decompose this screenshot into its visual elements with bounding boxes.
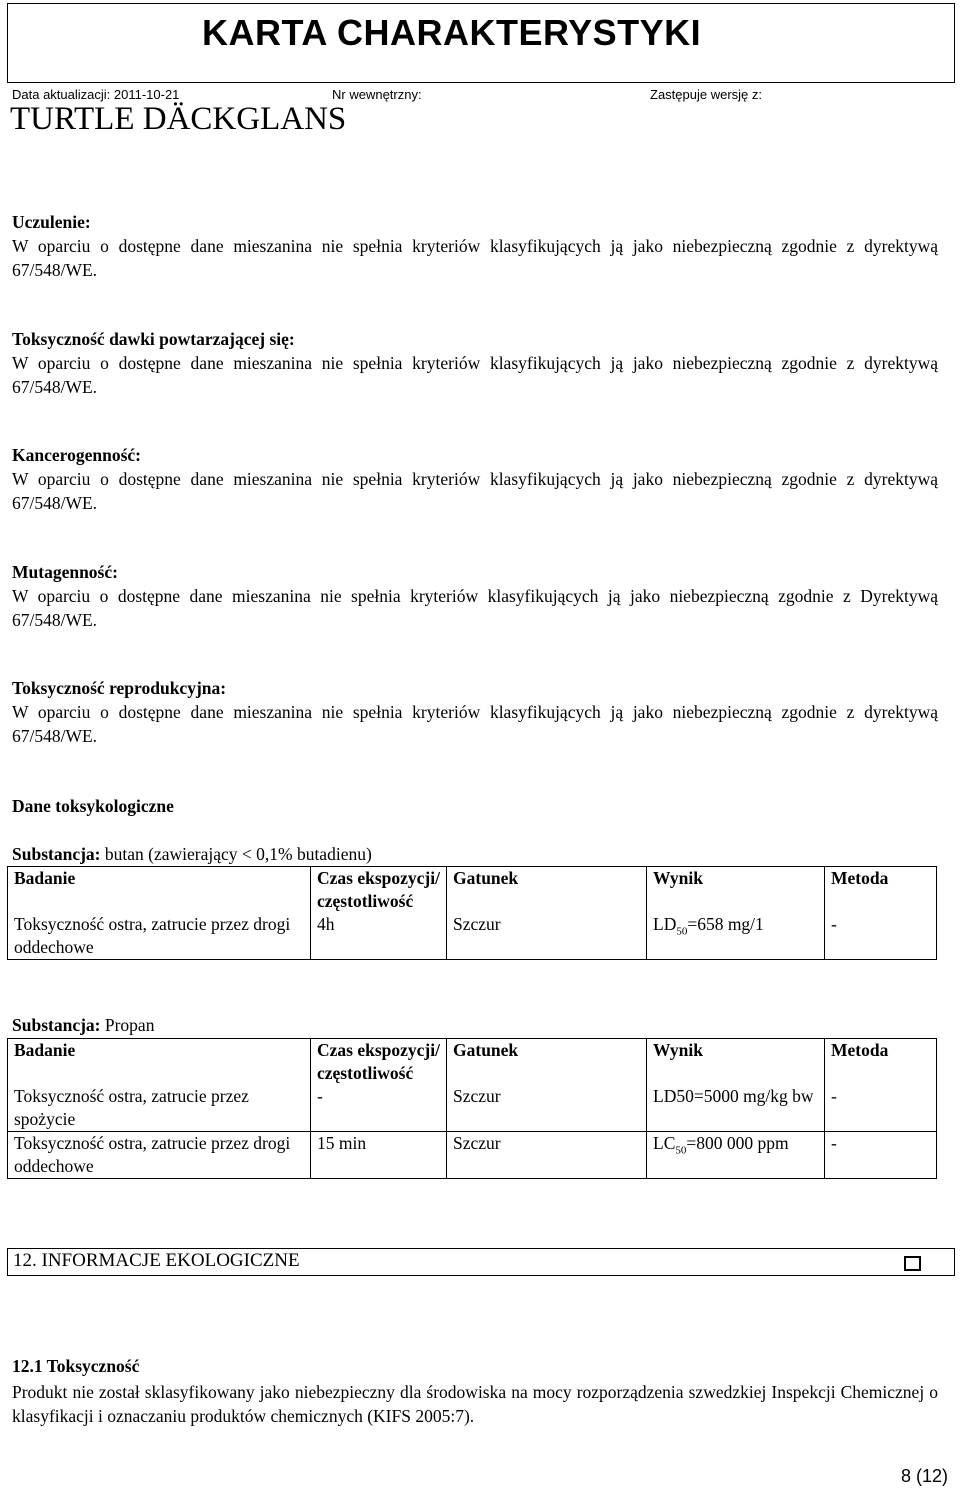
section-text: W oparciu o dostępne dane mieszanina nie spełnia kryteriów klasyfikujących ją jako niebezpieczną zgodnie z dyrektywą 67/548/WE.	[12, 353, 938, 397]
cell-exposure: -	[311, 1085, 447, 1132]
internal-number: Nr wewnętrzny:	[332, 87, 422, 102]
tox-table-propane	[7, 1038, 937, 1179]
tox-data-heading: Dane toksykologiczne	[12, 796, 174, 816]
substance-2-line	[12, 1015, 154, 1036]
cell-result: $LD_{50}=658$ mg/1	[647, 913, 825, 960]
substance-1-name: butan (zawierający < 0,1% butadienu)	[104, 844, 372, 864]
cell-method: -	[825, 1132, 937, 1179]
update-date: Data aktualizacji: 2011-10-21	[12, 87, 180, 102]
section-text: W oparciu o dostępne dane mieszanina nie spełnia kryteriów klasyfikujących ją jako niebezpieczną zgodnie z Dyrektywą 67/548/WE.	[12, 586, 938, 630]
section-heading: Uczulenie:	[12, 212, 91, 232]
section-reproductive-toxicity	[12, 676, 938, 748]
eco-text: Produkt nie został sklasyfikowany jako niebezpieczny dla środowiska na mocy rozporządzenia szwedzkiej Inspekcji Chemicznej o klasyfikacji i oznaczaniu produktów chemicznych (KIFS 2005:7).	[12, 1382, 938, 1426]
section-text: W oparciu o dostępne dane mieszanina nie spełnia kryteriów klasyfikujących ją jako niebezpieczną zgodnie z dyrektywą 67/548/WE.	[12, 469, 938, 513]
cell-exposure: 15 min	[311, 1132, 447, 1179]
document-title: KARTA CHARAKTERYSTYKI	[202, 12, 702, 53]
header-exposure: Czas ekspozycji/ częstotliwość	[311, 1039, 447, 1086]
section-carcinogenicity	[12, 443, 938, 515]
header-species: Gatunek	[447, 867, 647, 914]
cell-species: Szczur	[447, 913, 647, 960]
section-repeated-dose-toxicity	[12, 327, 938, 399]
substance-label: Substancja:	[12, 844, 101, 864]
section-mutagenicity	[12, 560, 938, 632]
eco-section-bar	[7, 1248, 955, 1276]
table-row	[8, 1132, 937, 1179]
cell-test: Toksyczność ostra, zatrucie przez spożycie	[8, 1085, 311, 1132]
section-heading: Mutagenność:	[12, 562, 118, 582]
cell-result: LD50=5000 mg/kg bw	[647, 1085, 825, 1132]
header-result: Wynik	[647, 867, 825, 914]
checkbox-icon	[904, 1256, 921, 1271]
table-header-row	[8, 867, 937, 914]
header-test: Badanie	[8, 867, 311, 914]
cell-result: $LC_{50}=800$ 000 ppm	[647, 1132, 825, 1179]
header-exposure: Czas ekspozycji/ częstotliwość	[311, 867, 447, 914]
eco-text-block	[12, 1380, 938, 1428]
header-result: Wynik	[647, 1039, 825, 1086]
eco-sub-heading: 12.1 Toksyczność	[12, 1356, 140, 1376]
header-method: Metoda	[825, 1039, 937, 1086]
cell-method: -	[825, 1085, 937, 1132]
document-title-box	[7, 3, 955, 83]
tox-table-butane	[7, 866, 937, 960]
table-row	[8, 913, 937, 960]
section-heading: Kancerogenność:	[12, 445, 141, 465]
header-test: Badanie	[8, 1039, 311, 1086]
table-row	[8, 1085, 937, 1132]
section-sensitization	[12, 210, 938, 282]
section-text: W oparciu o dostępne dane mieszanina nie spełnia kryteriów klasyfikujących ją jako niebezpieczną zgodnie z dyrektywą 67/548/WE.	[12, 236, 938, 280]
cell-test: Toksyczność ostra, zatrucie przez drogi oddechowe	[8, 913, 311, 960]
header-species: Gatunek	[447, 1039, 647, 1086]
cell-species: Szczur	[447, 1085, 647, 1132]
section-text: W oparciu o dostępne dane mieszanina nie spełnia kryteriów klasyfikujących ją jako niebezpieczną zgodnie z dyrektywą 67/548/WE.	[12, 702, 938, 746]
cell-exposure: 4h	[311, 913, 447, 960]
header-method: Metoda	[825, 867, 937, 914]
table-header-row	[8, 1039, 937, 1086]
cell-species: Szczur	[447, 1132, 647, 1179]
substance-label: Substancja:	[12, 1015, 101, 1035]
cell-test: Toksyczność ostra, zatrucie przez drogi oddechowe	[8, 1132, 311, 1179]
substance-2-name: Propan	[104, 1015, 155, 1035]
product-name: TURTLE DÄCKGLANS	[10, 101, 347, 137]
section-heading: Toksyczność dawki powtarzającej się:	[12, 329, 295, 349]
substance-1-line	[12, 844, 372, 865]
cell-method: -	[825, 913, 937, 960]
section-heading: Toksyczność reprodukcyjna:	[12, 678, 227, 698]
page-number: 8 (12)	[900, 1466, 948, 1486]
eco-section-title: 12. INFORMACJE EKOLOGICZNE	[13, 1250, 300, 1271]
replaces-version: Zastępuje wersję z:	[650, 87, 762, 102]
